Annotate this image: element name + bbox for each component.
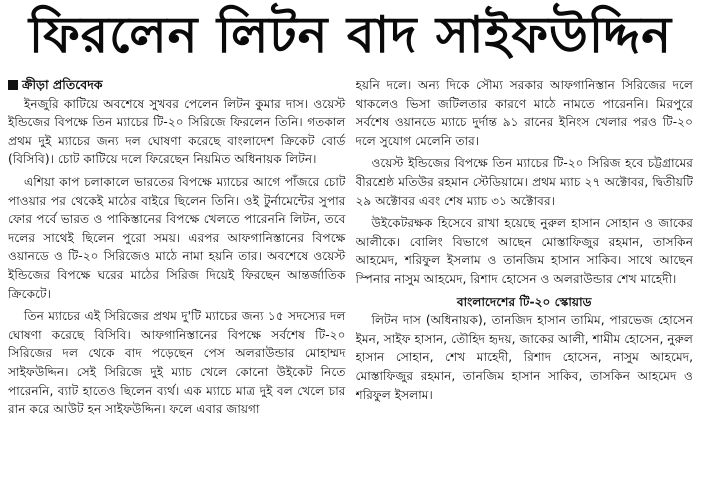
left-column	[8, 76, 346, 477]
paragraph: ইনজুরি কাটিয়ে অবশেষে সুখবর পেলেন লিটন কুমার দাস। ওয়েস্ট ইন্ডিজের বিপক্ষে তিন ম্যাচের টি-২০ সিরিজে ফিরলেন তিনি। গতকাল প্রথম দুই ম্যাচের জন্য দল ঘোষণা করেছে বাংলাদেশ ক্রিকেট বোর্ড (বিসিবি)। চোট কাটিয়ে দলে ফিরেছেন নিয়মিত অধিনায়ক লিটন।	[8, 96, 346, 167]
paragraph: ওয়েস্ট ইন্ডিজের বিপক্ষে তিন ম্যাচের টি-২০ সিরিজ হবে চট্টগ্রামের বীরশ্রেষ্ঠ মতিউর রহমান স্টেডিয়ামে। প্রথম ম্যাচ ২৭ অক্টোবর, দ্বিতীয়টি ২৯ অক্টোবর এবং শেষ ম্যাচ ৩১ অক্টোবর।	[355, 156, 693, 208]
squad-list: লিটন দাস (অধিনায়ক), তানজিদ হাসান তামিম, পারভেজ হোসেন ইমন, সাইফ হাসান, তৌহিদ হৃদয়, জাকের আলী, শামীম হোসেন, নুরুল হাসান সোহান, শেখ মাহেদী, রিশাদ হোসেন, নাসুম আহমেদ, মোস্তাফিজুর রহমান, তানজিম হাসান সাকিব, তাসকিন আহমেদ ও শরিফুল ইসলাম।	[355, 313, 693, 402]
squad-heading: বাংলাদেশের টি-২০ স্কোয়াড	[456, 294, 592, 309]
paragraph: উইকেটরক্ষক হিসেবে রাখা হয়েছে নুরুল হাসান সোহান ও জাকের আলীকে। বোলিং বিভাগে আছেন মোস্তাফিজুর রহমান, তাসকিন আহমেদ, শরিফুল ইসলাম ও তানজিম হাসান সাকিব। সাথে আছেন স্পিনার নাসুম আহমেদ, রিশাদ হোসেন ও অলরাউন্ডার শেখ মাহেদী।	[355, 216, 693, 286]
byline-text: ক্রীড়া প্রতিবেদক	[22, 77, 103, 92]
paragraph: হয়নি দলে। অন্য দিকে সৌম্য সরকার আফগানিস্তান সিরিজের দলে থাকলেও ভিসা জটিলতার কারণে মাঠে নামতে পারেননি। মিরপুরে সর্বশেষ ওয়ানডে ম্যাচে দুর্দান্ত ৯১ রানের ইনিংস খেলার পরও টি-২০ দলে সুযোগ মেলেনি তার।	[355, 78, 693, 148]
paragraph: এশিয়া কাপ চলাকালে ভারতের বিপক্ষে ম্যাচের আগে পাঁজরে চোট পাওয়ার পর থেকেই মাঠের বাইরে ছিলেন তিনি। ওই টুর্নামেন্টের সুপার ফোর পর্বে ভারত ও পাকিস্তানের বিপক্ষে খেলতে পারেননি লিটন, তবে দলের সাথেই ছিলেন পুরো সময়। এরপর আফগানিস্তানের বিপক্ষে ওয়ানডে ও টি-২০ সিরিজেও মাঠে নামা হয়নি তার। অবশেষে ওয়েস্ট ইন্ডিজের বিপক্ষে ঘরের মাঠের সিরিজ দিয়েই ফিরছেন আন্তর্জাতিক ক্রিকেটে।	[8, 174, 346, 301]
article-body	[8, 76, 693, 477]
headline: ফিরলেন লিটন বাদ সাইফউদ্দিন	[28, 6, 673, 64]
byline	[8, 76, 346, 95]
right-column	[356, 76, 694, 477]
paragraph: তিন ম্যাচের এই সিরিজের প্রথম দু'টি ম্যাচের জন্য ১৫ সদস্যের দল ঘোষণা করেছে বিসিবি। আফগানিস্তানের বিপক্ষে সর্বশেষ টি-২০ সিরিজের দল থেকে বাদ পড়েছেন পেস অলরাউন্ডার মোহাম্মদ সাইফউদ্দিন। সেই সিরিজে দুই ম্যাচ খেলে কোনো উইকেট নিতে পারেননি, ব্যাট হাতেও ছিলেন ব্যর্থ। এক ম্যাচে মাত্র দুই বল খেলে চার রান করে আউট হন সাইফউদ্দিন। ফলে এবার জায়গা	[8, 309, 346, 417]
square-bullet-icon	[8, 80, 18, 90]
